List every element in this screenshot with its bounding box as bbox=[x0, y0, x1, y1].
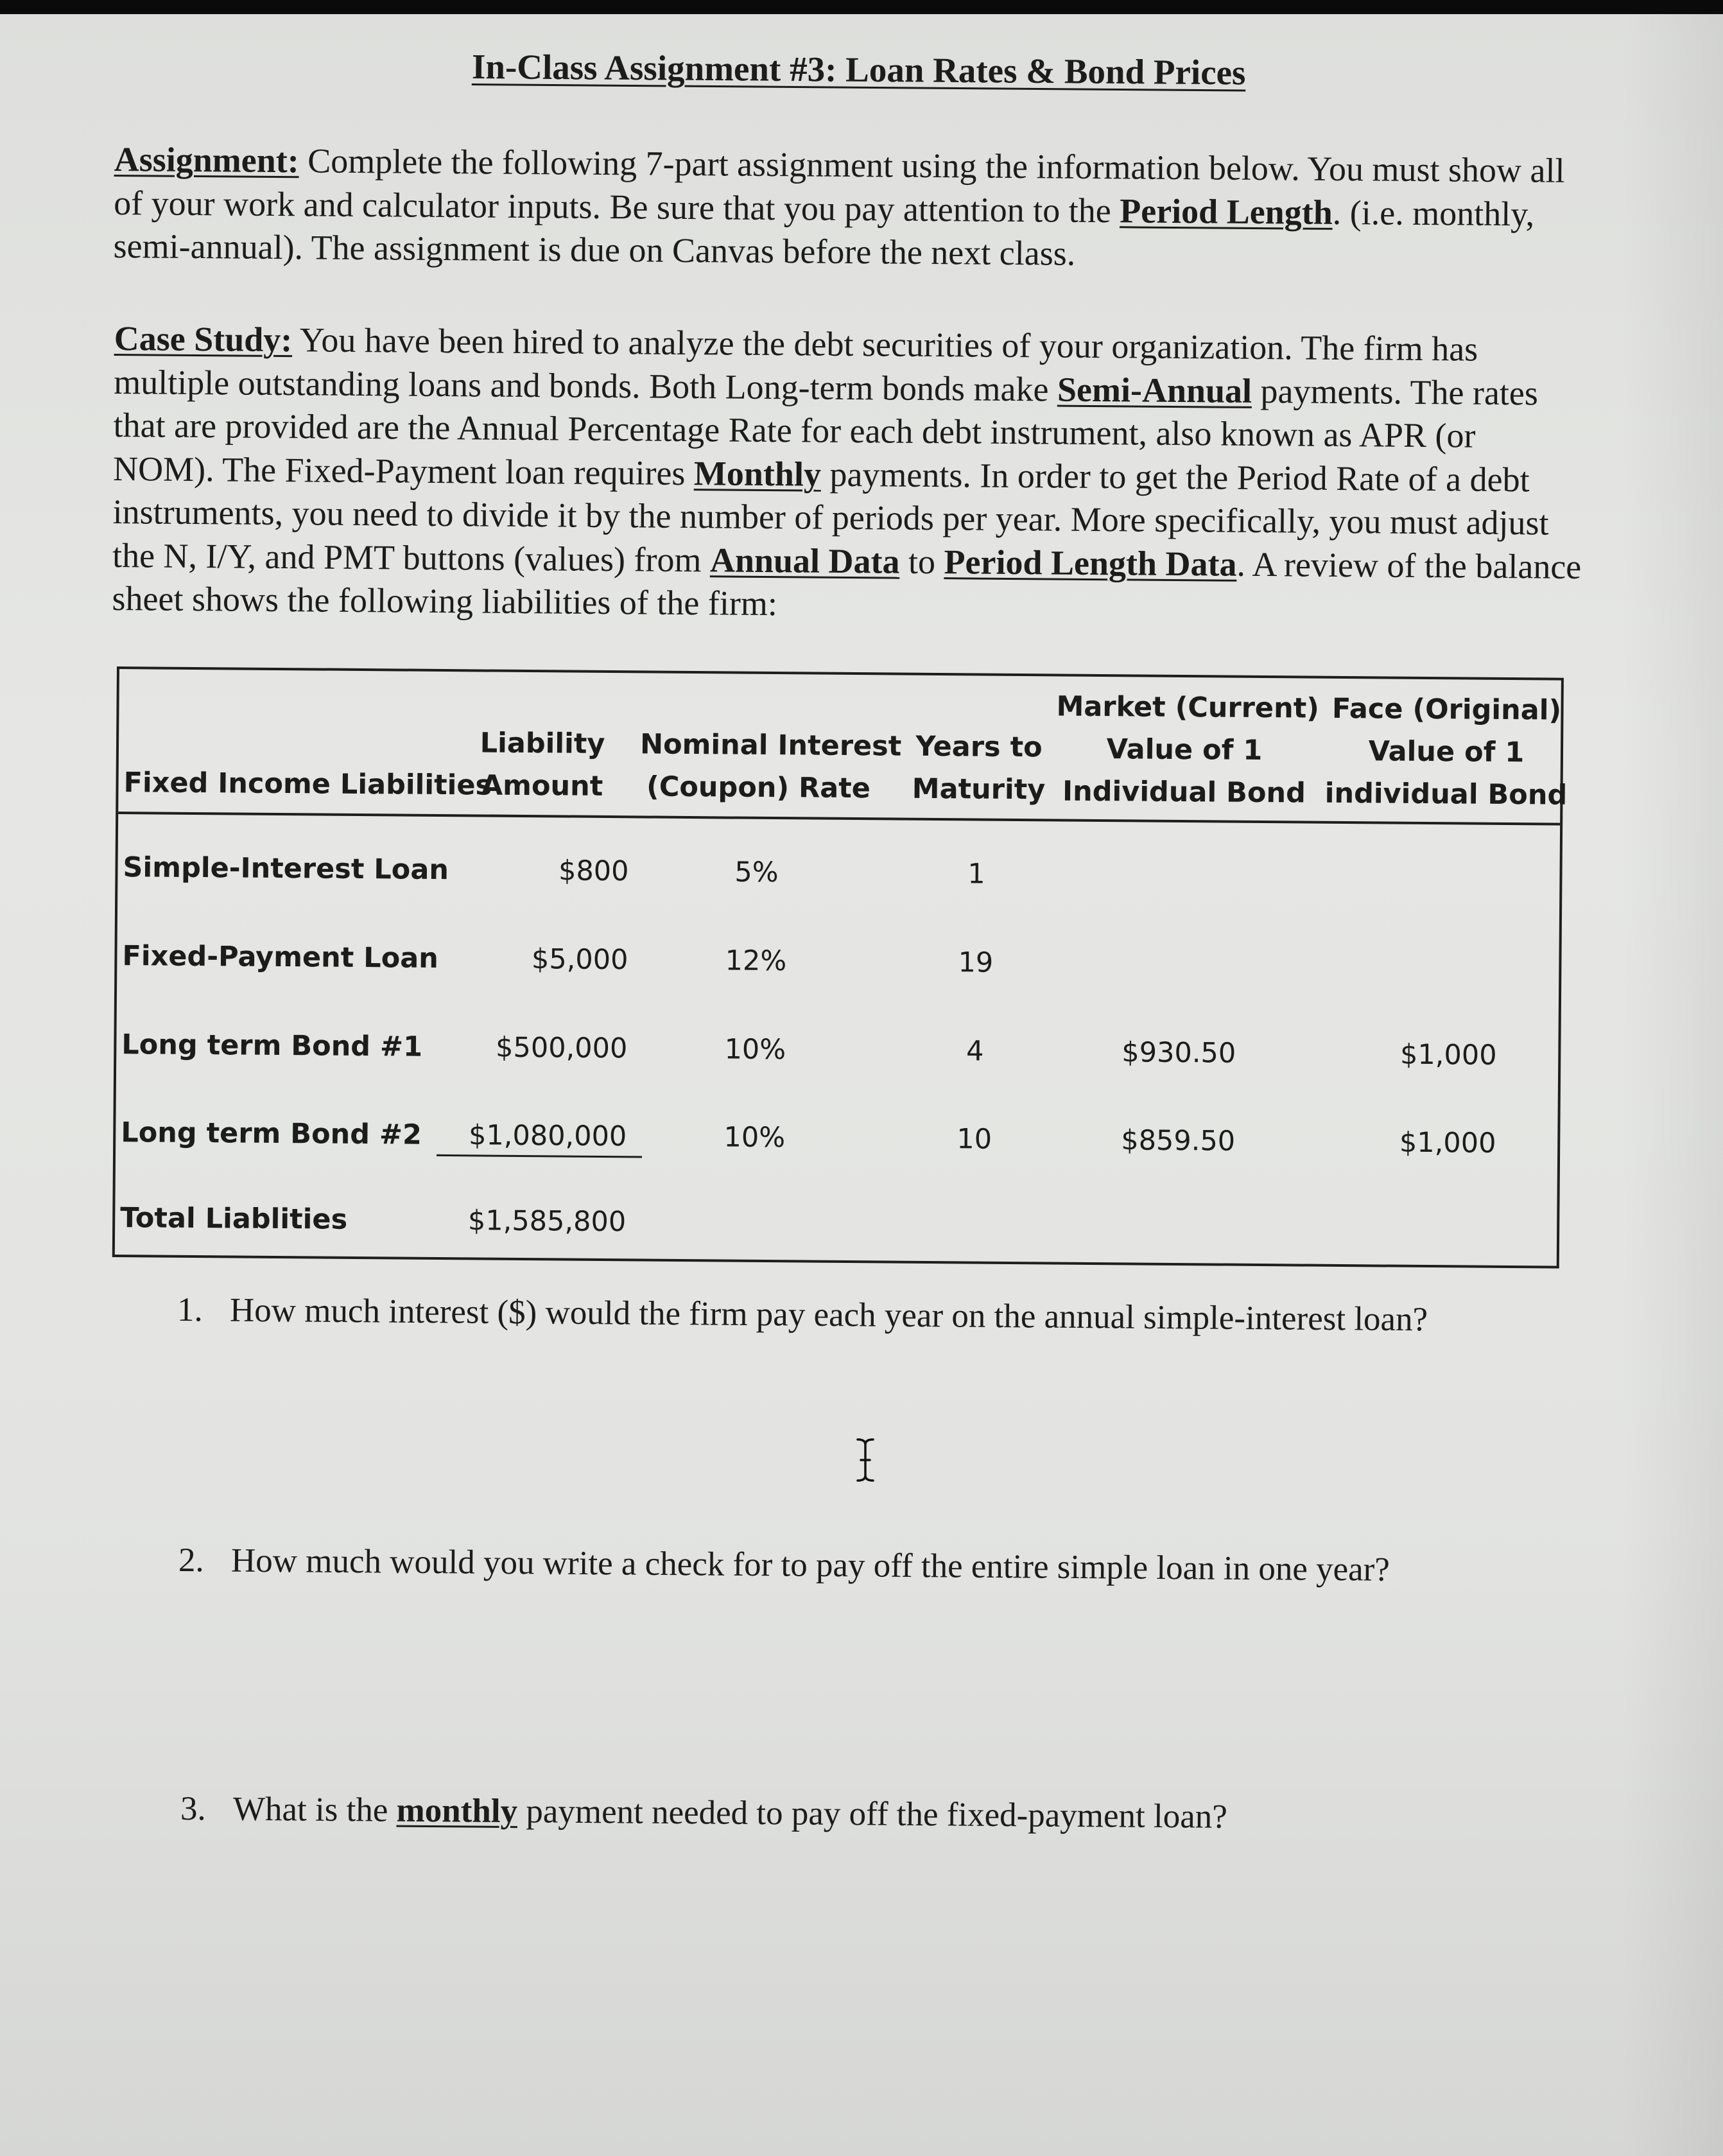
row-rate: 12% bbox=[725, 944, 787, 978]
header-face-line-2: Value of 1 bbox=[1368, 735, 1525, 769]
period-length-emphasis: Period Length bbox=[1120, 191, 1333, 232]
header-rate-line-2: (Coupon) Rate bbox=[646, 770, 871, 805]
question-number: 2. bbox=[178, 1542, 204, 1579]
annual-data-emphasis: Annual Data bbox=[709, 540, 900, 581]
header-liability-amount bbox=[465, 722, 619, 808]
row-amount: $500,000 bbox=[495, 1031, 628, 1065]
case-study-text-b: payments. The rates that are provided are the Annual Percentage Rate for each debt instrument, also known as APR (or NOM). The Fixed-Payment loan requires bbox=[112, 371, 1539, 492]
row-rate: 10% bbox=[724, 1033, 786, 1066]
row-rate: 10% bbox=[723, 1121, 786, 1154]
total-label: Total Liablities bbox=[120, 1202, 348, 1236]
header-face-line-3: individual Bond bbox=[1324, 777, 1568, 812]
question-text: How much interest ($) would the firm pay each year on the annual simple-interest loan? bbox=[229, 1291, 1428, 1339]
header-face-line-1: Face (Original) bbox=[1331, 692, 1562, 727]
header-market-line-2: Value of 1 bbox=[1106, 733, 1263, 767]
row-face-value: $1,000 bbox=[1399, 1038, 1497, 1072]
header-years-line-1: Years to bbox=[915, 730, 1043, 764]
case-study-text-d: to bbox=[899, 542, 944, 581]
row-name: Fixed-Payment Loan bbox=[122, 940, 439, 975]
header-amount-line-2: Amount bbox=[481, 769, 603, 803]
header-years-to-maturity bbox=[908, 726, 1050, 812]
case-study-text-c: payments. In order to get the Period Rate of a debt instruments, you need to divide it by the number of periods per year. More specifically, you must adjust the N, I/Y, and PMT buttons (values) from bbox=[112, 455, 1549, 579]
question-2 bbox=[178, 1541, 1390, 1589]
question-1 bbox=[177, 1291, 1428, 1339]
sum-underline bbox=[437, 1154, 642, 1158]
header-amount-line-1: Liability bbox=[480, 727, 605, 760]
case-study-text-e: . A review of the balance sheet shows the following liabilities of the firm: bbox=[112, 544, 1582, 623]
header-market-line-1: Market (Current) bbox=[1056, 690, 1320, 725]
question-text-a: What is the bbox=[232, 1790, 397, 1829]
header-years-line-2: Maturity bbox=[912, 772, 1046, 806]
row-years: 4 bbox=[965, 1035, 984, 1068]
row-amount: $800 bbox=[558, 855, 629, 888]
row-amount: $1,080,000 bbox=[468, 1119, 627, 1153]
period-length-data-emphasis: Period Length Data bbox=[944, 542, 1237, 584]
row-amount: $5,000 bbox=[531, 943, 628, 977]
question-number: 3. bbox=[180, 1790, 206, 1828]
header-coupon-rate bbox=[639, 723, 902, 810]
screen-shading bbox=[1620, 0, 1723, 2156]
question-text: How much would you write a check for to pay off the entire simple loan in one year? bbox=[230, 1542, 1390, 1588]
semi-annual-emphasis: Semi-Annual bbox=[1057, 370, 1252, 410]
assignment-text-b: . (i.e. monthly, semi-annual). The assignment is due on Canvas before the next class. bbox=[113, 193, 1535, 273]
assignment-paragraph bbox=[113, 138, 1584, 279]
question-3 bbox=[180, 1789, 1227, 1836]
header-market-line-3: Individual Bond bbox=[1062, 775, 1306, 810]
total-amount: $1,585,800 bbox=[467, 1204, 627, 1239]
case-study-paragraph bbox=[112, 317, 1584, 632]
question-number: 1. bbox=[177, 1291, 203, 1329]
header-liability-name: Fixed Income Liabilities bbox=[123, 767, 492, 802]
page-title: In-Class Assignment #3: Loan Rates & Bond Prices bbox=[471, 47, 1246, 92]
header-rate-line-1: Nominal Interest bbox=[639, 728, 902, 763]
monthly-emphasis: monthly bbox=[396, 1791, 518, 1830]
row-years: 19 bbox=[958, 946, 994, 979]
header-market-value bbox=[1055, 685, 1320, 814]
text-cursor-icon bbox=[853, 1437, 878, 1483]
question-text-b: payment needed to pay off the fixed-payment loan? bbox=[517, 1793, 1228, 1836]
row-face-value: $1,000 bbox=[1399, 1126, 1496, 1160]
case-study-label: Case Study: bbox=[114, 318, 293, 360]
row-name: Long term Bond #2 bbox=[121, 1117, 422, 1151]
liabilities-table bbox=[112, 666, 1568, 1269]
assignment-label: Assignment: bbox=[114, 139, 299, 180]
header-face-value bbox=[1324, 688, 1569, 817]
row-market-value: $930.50 bbox=[1121, 1036, 1236, 1070]
row-market-value: $859.50 bbox=[1121, 1124, 1236, 1158]
monthly-emphasis: Monthly bbox=[693, 453, 822, 494]
case-study-text-a: You have been hired to analyze the debt securities of your organization. The firm has multiple outstanding loans and bonds. Both Long-term bonds make bbox=[113, 320, 1478, 409]
row-name: Simple-Interest Loan bbox=[123, 851, 449, 887]
row-name: Long term Bond #1 bbox=[121, 1029, 423, 1063]
row-rate: 5% bbox=[734, 856, 779, 889]
assignment-text-a: Complete the following 7-part assignment using the information below. You must show all of your work and calculator inputs. Be sure that you pay attention to the bbox=[113, 141, 1565, 230]
row-years: 1 bbox=[967, 858, 985, 891]
row-years: 10 bbox=[957, 1123, 992, 1156]
